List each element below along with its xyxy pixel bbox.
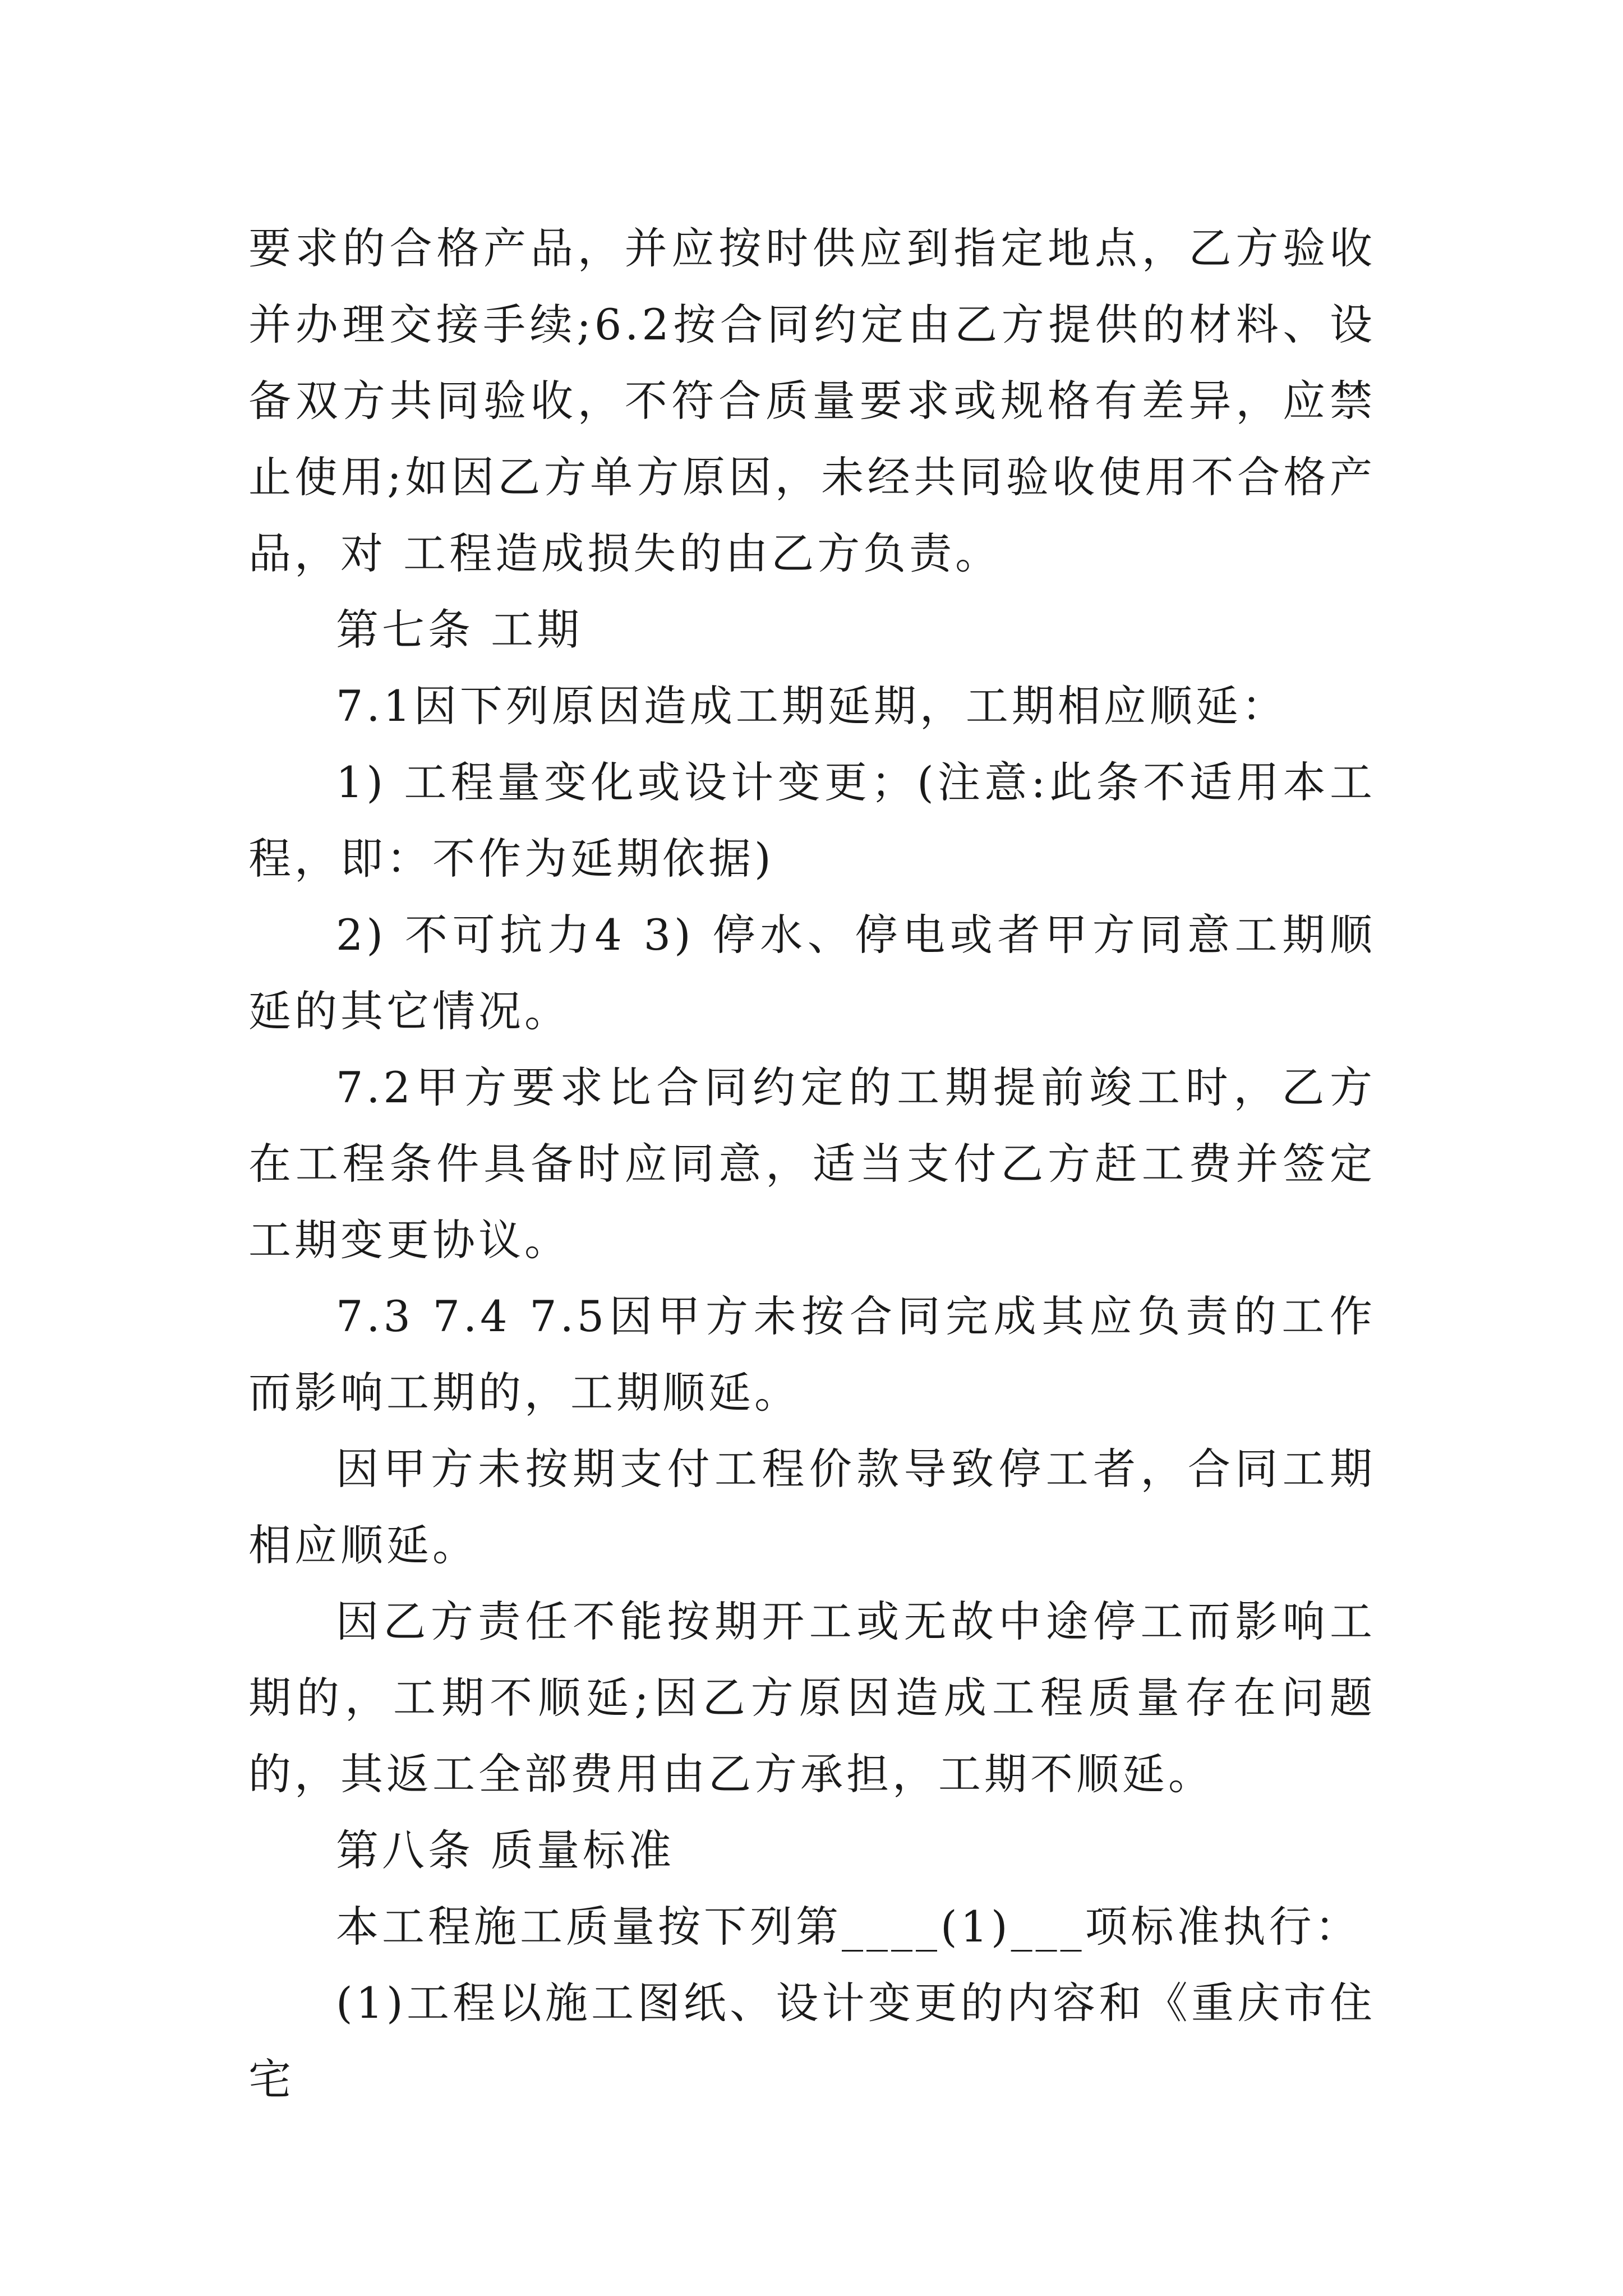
clause-7-2: 7.2甲方要求比合同约定的工期提前竣工时，乙方在工程条件具备时应同意，适当支付乙方赶工费并签定工期变更协议。 xyxy=(248,1062,1376,1265)
quality-standard-item-1: (1)工程以施工图纸、设计变更的内容和《重庆市住宅 xyxy=(248,1978,1376,2104)
paragraph-payment-delay: 因甲方未按期支付工程价款导致停工者，合同工期相应顺延。 xyxy=(248,1444,1376,1570)
article-7-heading: 第七条 工期 xyxy=(336,605,583,655)
clause-7-3-7-5: 7.3 7.4 7.5因甲方未按合同完成其应负责的工作而影响工期的，工期顺延。 xyxy=(248,1291,1376,1418)
paragraph-party-b-delay: 因乙方责任不能按期开工或无故中途停工而影响工期的，工期不顺延;因乙方原因造成工程质量存在问题的，其返工全部费用由乙方承担，工期不顺延。 xyxy=(248,1596,1376,1799)
quality-standard-clause: 本工程施工质量按下列第____(1)___项标准执行： xyxy=(336,1902,1361,1952)
clause-7-1: 7.1因下列原因造成工期延期，工期相应顺延： xyxy=(336,681,1288,731)
clause-7-1-item-1: 1) 工程量变化或设计变更；(注意:此条不适用本工程，即：不作为延期依据) xyxy=(248,757,1376,884)
article-8-heading: 第八条 质量标准 xyxy=(336,1825,675,1875)
paragraph-1: 要求的合格产品，并应按时供应到指定地点，乙方验收并办理交接手续;6.2按合同约定由乙方提供的材料、设备双方共同验收，不符合质量要求或规格有差异，应禁止使用;如因乙方单方原因，未经共同验收使用不合格产品，对 工程造成损失的由乙方负责。 xyxy=(248,223,1376,578)
clause-7-1-item-2-3: 2) 不可抗力4 3) 停水、停电或者甲方同意工期顺延的其它情况。 xyxy=(248,910,1376,1036)
document-page xyxy=(248,210,1376,2118)
